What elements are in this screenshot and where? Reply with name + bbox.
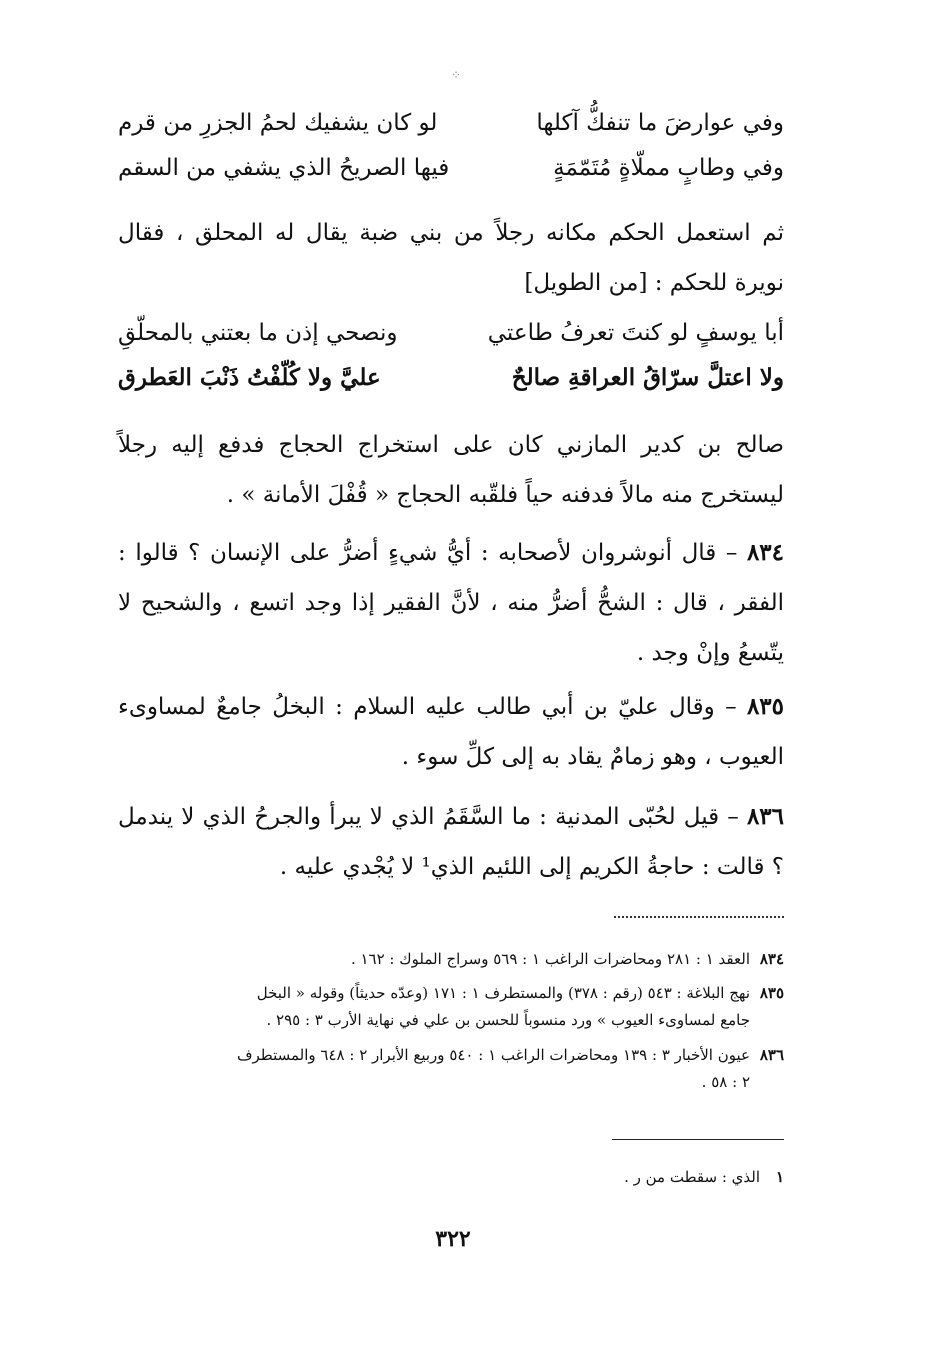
entry-dash: – (725, 694, 737, 720)
verse-line-2 (118, 155, 784, 195)
footnote (118, 1164, 784, 1191)
verse-line-4 (118, 364, 784, 404)
footnote-rule (612, 1139, 784, 1140)
footnote-number: ١ (775, 1168, 784, 1186)
note-text-continued: جامع لمساوىء العيوب » ورد منسوباً للحسن بن علي في نهاية الأرب ٣ : ٢٩٥ . (266, 1011, 750, 1029)
note-text-continued: ٢ : ٥٨ . (701, 1073, 750, 1091)
entry-834 (118, 528, 784, 678)
entry-dash: – (725, 540, 738, 566)
note-number: ٨٣٤ (759, 950, 784, 968)
note-number: ٨٣٦ (759, 1046, 784, 1064)
verse-hemistich-right: وفي عوارضَ ما تنفكُّ آكلها (536, 110, 784, 136)
note-text: العقد ١ : ٢٨١ ومحاضرات الراغب ١ : ٥٦٩ وسراج الملوك : ١٦٢ . (350, 950, 750, 968)
entry-836 (118, 792, 784, 892)
source-note-834 (118, 946, 784, 973)
verse-line-3 (118, 320, 784, 360)
verse-line-1 (118, 110, 784, 150)
entry-text: قال أنوشروان لأصحابه : أيُّ شيءٍ أضرُّ على الإنسان ؟ قالوا : الفقر ، قال : الشحُّ أضرُّ منه ، لأنَّ الفقير إذا وجد اتسع ، والشحيح لا يتّسعُ وإنْ وجد . (118, 540, 784, 666)
source-note-835 (118, 980, 784, 1034)
entry-text: وقال عليّ بن أبي طالب عليه السلام : البخلُ جامعٌ لمساوىء العيوب ، وهو زمامٌ يقاد به إلى كلِّ سوء . (118, 694, 784, 770)
verse-hemistich-right: أبا يوسفٍ لو كنتَ تعرفُ طاعتي (487, 320, 784, 346)
verse-hemistich-left: ونصحي إذن ما بعتني بالمحلّقِ (118, 320, 398, 346)
note-text: عيون الأخبار ٣ : ١٣٩ ومحاضرات الراغب ١ : ٥٤٠ وربيع الأبرار ٢ : ٦٤٨ والمستطرف (236, 1046, 750, 1064)
footnote-text: الذي : سقطت من ر . (624, 1168, 760, 1186)
source-note-836 (118, 1042, 784, 1096)
verse-hemistich-left: عليَّ ولا كُلّفْتُ ذَنْبَ العَطرق (118, 364, 381, 391)
verse-hemistich-left: لو كان يشفيك لحمُ الجزرِ من قرم (118, 110, 438, 136)
entry-text: قيل لحُبّى المدنية : ما السَّقَمُ الذي لا يبرأ والجرحُ الذي لا يندمل ؟ قالت : حاجةُ الكريم إلى اللئيم الذي¹ لا يُجْدي عليه . (118, 804, 784, 880)
entry-number: ٨٣٥ (746, 693, 784, 720)
notes-divider (614, 916, 784, 918)
top-ornament: ⁘ (451, 68, 462, 82)
paragraph-salih: صالح بن كدير المازني كان على استخراج الحجاج فدفع إليه رجلاً ليستخرج منه مالاً فدفنه حياً فلقّبه الحجاج « قُفْلَ الأمانة » . (118, 432, 784, 508)
entry-number: ٨٣٦ (746, 803, 785, 830)
page-number: ٣٢٢ (435, 1226, 471, 1252)
paragraph-hakam: ثم استعمل الحكم مكانه رجلاً من بني ضبة يقال له المحلق ، فقال نويرة للحكم : [من الطويل] (118, 220, 784, 296)
note-number: ٨٣٥ (759, 984, 784, 1002)
entry-dash: – (727, 804, 739, 830)
entry-number: ٨٣٤ (746, 539, 785, 566)
verse-hemistich-right: ولا اعتلَّ سرّاقُ العراقةِ صالحٌ (511, 364, 784, 391)
entry-835 (118, 682, 784, 782)
verse-hemistich-left: فيها الصريحُ الذي يشفي من السقم (118, 155, 450, 181)
note-text: نهج البلاغة : ٥٤٣ (رقم : ٣٧٨) والمستطرف ١ : ١٧١ (وعدّه حديثاً) وقوله « البخل (256, 984, 750, 1002)
verse-hemistich-right: وفي وطابٍ مملّاةٍ مُتَمّمَةٍ (553, 155, 784, 181)
